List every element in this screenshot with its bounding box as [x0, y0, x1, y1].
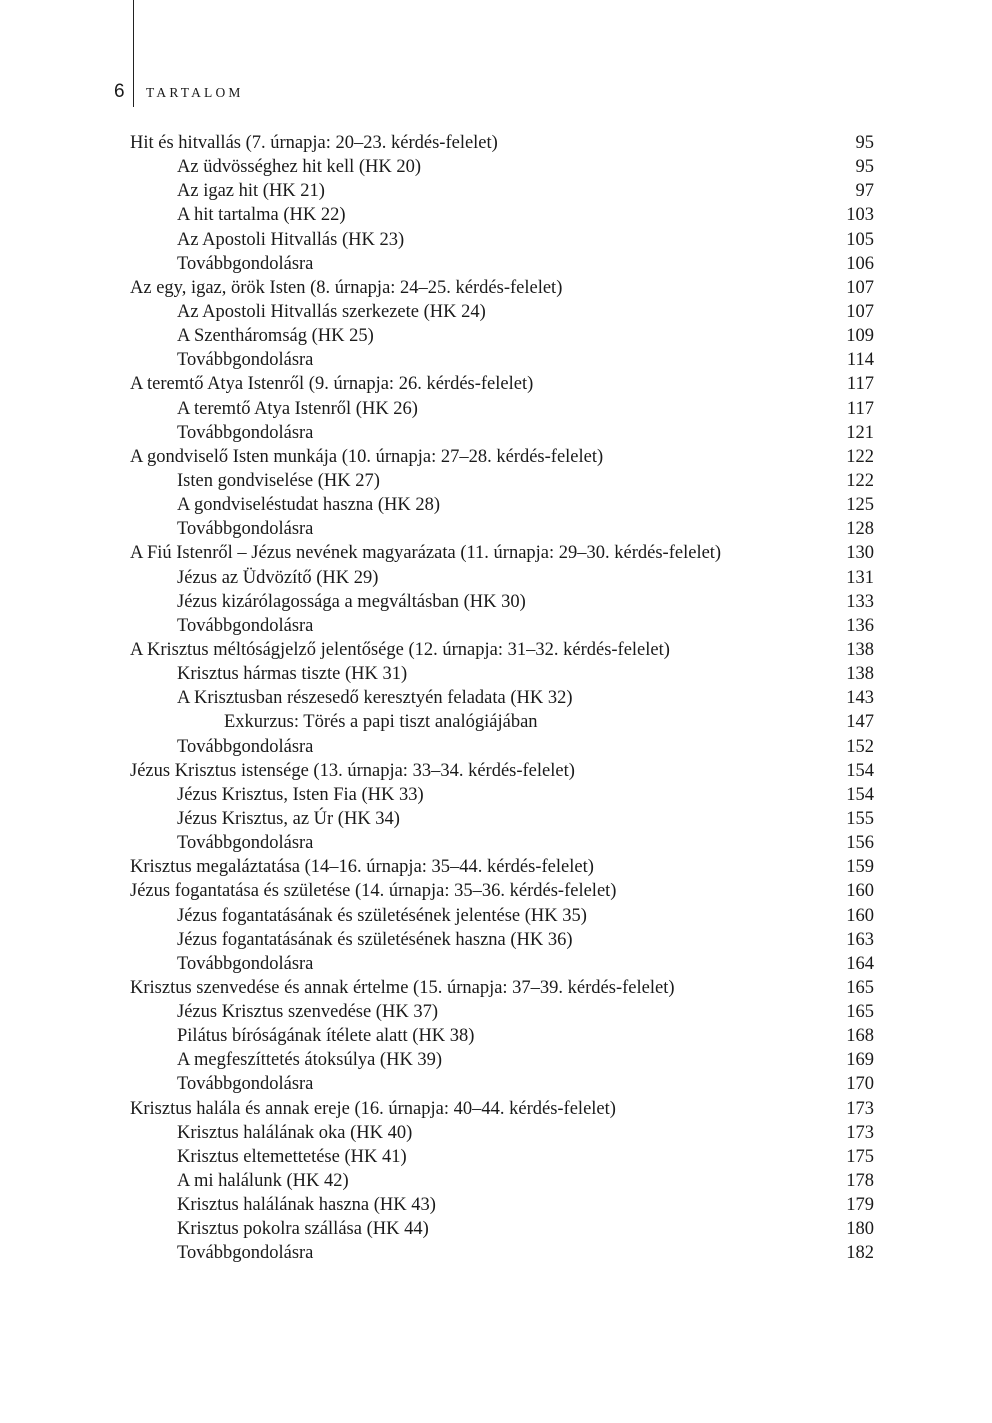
toc-entry-title: A Fiú Istenről – Jézus nevének magyarázata (11. úrnapja: 29–30. kérdés-felelet)	[130, 543, 722, 564]
toc-entry-title: Az egy, igaz, örök Isten (8. úrnapja: 24–25. kérdés-felelet)	[130, 277, 563, 298]
toc-entry-page-number: 180	[846, 1219, 874, 1240]
toc-entry-level-2[interactable]	[130, 1000, 874, 1024]
toc-entry-page-number: 160	[846, 881, 874, 902]
toc-entry-title: Krisztus eltemettetése (HK 41)	[177, 1146, 407, 1167]
toc-entry-page-number: 165	[846, 1002, 874, 1023]
toc-entry-title: Továbbgondolásra	[177, 615, 314, 636]
toc-entry-title: A teremtő Atya Istenről (9. úrnapja: 26. kérdés-felelet)	[130, 374, 534, 395]
toc-entry-page-number: 156	[846, 833, 874, 854]
toc-entry-page-number: 107	[846, 277, 874, 298]
toc-entry-level-2[interactable]	[130, 614, 874, 638]
toc-entry-page-number: 95	[855, 133, 874, 153]
toc-entry-title: Továbbgondolásra	[177, 736, 314, 757]
toc-entry-title: Krisztus szenvedése és annak értelme (15. úrnapja: 37–39. kérdés-felelet)	[130, 977, 675, 998]
toc-entry-page-number: 169	[846, 1050, 874, 1071]
toc-entry-level-2[interactable]	[130, 203, 874, 227]
toc-entry-level-2[interactable]	[130, 566, 874, 590]
toc-entry-level-2[interactable]	[130, 686, 874, 710]
running-title: TARTALOM	[146, 85, 244, 100]
toc-entry-title: Krisztus hármas tiszte (HK 31)	[177, 664, 408, 685]
toc-entry-page-number: 168	[846, 1026, 874, 1047]
toc-entry-level-3[interactable]	[130, 710, 874, 734]
toc-entry-title: Isten gondviselése (HK 27)	[177, 470, 380, 491]
toc-entry-level-2[interactable]	[130, 493, 874, 517]
toc-entry-level-2[interactable]	[130, 324, 874, 348]
toc-entry-page-number: 138	[846, 639, 874, 660]
toc-entry-title: Krisztus halála és annak ereje (16. úrnapja: 40–44. kérdés-felelet)	[130, 1098, 616, 1119]
toc-entry-title: Az Apostoli Hitvallás (HK 23)	[177, 229, 405, 250]
toc-entry-level-2[interactable]	[130, 228, 874, 252]
toc-entry-title: A gondviseléstudat haszna (HK 28)	[177, 495, 441, 516]
toc-entry-page-number: 159	[846, 857, 874, 878]
toc-entry-page-number: 165	[846, 977, 874, 998]
toc-entry-level-1[interactable]	[130, 976, 874, 1000]
toc-entry-level-2[interactable]	[130, 252, 874, 276]
toc-entry-level-2[interactable]	[130, 1048, 874, 1072]
toc-entry-title: Krisztus halálának haszna (HK 43)	[177, 1195, 436, 1216]
toc-entry-level-2[interactable]	[130, 469, 874, 493]
toc-entry-level-2[interactable]	[130, 1193, 874, 1217]
toc-entry-title: Krisztus halálának oka (HK 40)	[177, 1122, 413, 1143]
toc-entry-page-number: 106	[846, 253, 874, 274]
toc-entry-level-2[interactable]	[130, 348, 874, 372]
toc-entry-title: Jézus Krisztus, az Úr (HK 34)	[177, 808, 400, 829]
toc-entry-title: Krisztus megaláztatása (14–16. úrnapja: 35–44. kérdés-felelet)	[130, 857, 594, 878]
toc-entry-title: Továbbgondolásra	[177, 953, 314, 974]
toc-entry-page-number: 125	[846, 495, 874, 516]
toc-entry-level-1[interactable]	[130, 276, 874, 300]
toc-entry-title: Exkurzus: Törés a papi tiszt analógiájában	[224, 712, 538, 733]
toc-entry-title: Jézus fogantatása és születése (14. úrnapja: 35–36. kérdés-felelet)	[130, 881, 617, 902]
toc-entry-title: A gondviselő Isten munkája (10. úrnapja: 27–28. kérdés-felelet)	[130, 446, 604, 467]
toc-entry-page-number: 178	[846, 1171, 874, 1192]
toc-entry-page-number: 173	[846, 1122, 874, 1143]
toc-entry-page-number: 138	[846, 664, 874, 685]
toc-entry-title: A teremtő Atya Istenről (HK 26)	[177, 398, 418, 419]
header-rule	[133, 0, 134, 107]
toc-entry-level-1[interactable]	[130, 372, 874, 396]
page-number: 6	[114, 81, 125, 102]
toc-entry-page-number: 109	[846, 326, 874, 347]
table-of-contents	[130, 131, 874, 1266]
toc-entry-title: Továbbgondolásra	[177, 350, 314, 371]
toc-entry-level-2[interactable]	[130, 155, 874, 179]
toc-entry-level-2[interactable]	[130, 300, 874, 324]
toc-entry-level-2[interactable]	[130, 179, 874, 203]
toc-entry-level-2[interactable]	[130, 831, 874, 855]
toc-entry-title: Jézus Krisztus, Isten Fia (HK 33)	[177, 784, 424, 805]
toc-entry-level-2[interactable]	[130, 928, 874, 952]
toc-entry-page-number: 147	[846, 712, 874, 733]
toc-entry-level-1[interactable]	[130, 638, 874, 662]
toc-entry-title: A megfeszíttetés átoksúlya (HK 39)	[177, 1050, 443, 1071]
toc-entry-page-number: 128	[846, 519, 874, 540]
toc-entry-title: A Krisztusban részesedő keresztyén feladata (HK 32)	[177, 688, 573, 709]
toc-entry-page-number: 175	[846, 1146, 874, 1167]
toc-entry-page-number: 152	[846, 736, 874, 757]
toc-entry-level-1[interactable]	[130, 855, 874, 879]
toc-entry-level-2[interactable]	[130, 1169, 874, 1193]
toc-entry-title: Az üdvösséghez hit kell (HK 20)	[177, 157, 422, 178]
toc-entry-level-2[interactable]	[130, 397, 874, 421]
toc-entry-page-number: 95	[855, 157, 874, 178]
toc-entry-title: A mi halálunk (HK 42)	[177, 1171, 349, 1192]
toc-entry-level-2[interactable]	[130, 807, 874, 831]
toc-entry-page-number: 131	[846, 567, 874, 588]
toc-entry-level-2[interactable]	[130, 904, 874, 928]
toc-entry-title: Továbbgondolásra	[177, 519, 314, 540]
toc-entry-level-2[interactable]	[130, 590, 874, 614]
toc-entry-title: Az Apostoli Hitvallás szerkezete (HK 24)	[177, 301, 486, 322]
toc-entry-level-1[interactable]	[130, 759, 874, 783]
toc-entry-level-2[interactable]	[130, 1024, 874, 1048]
toc-entry-page-number: 136	[846, 615, 874, 636]
toc-entry-level-2[interactable]	[130, 1217, 874, 1241]
toc-entry-level-1[interactable]	[130, 1097, 874, 1121]
toc-entry-level-2[interactable]	[130, 1072, 874, 1096]
toc-entry-title: Hit és hitvallás (7. úrnapja: 20–23. kérdés-felelet)	[130, 133, 498, 153]
toc-entry-title: Jézus fogantatásának és születésének haszna (HK 36)	[177, 929, 573, 950]
toc-entry-page-number: 164	[846, 953, 874, 974]
toc-entry-page-number: 154	[846, 760, 874, 781]
toc-entry-page-number: 122	[846, 470, 874, 491]
toc-entry-title: A Krisztus méltóságjelző jelentősége (12. úrnapja: 31–32. kérdés-felelet)	[130, 639, 670, 660]
toc-entry-title: Továbbgondolásra	[177, 1243, 314, 1264]
toc-entry-page-number: 117	[846, 398, 874, 419]
toc-entry-page-number: 170	[846, 1074, 874, 1095]
toc-entry-page-number: 154	[846, 784, 874, 805]
toc-entry-title: Jézus fogantatásának és születésének jelentése (HK 35)	[177, 905, 587, 926]
toc-entry-page-number: 163	[846, 929, 874, 950]
toc-entry-title: Jézus Krisztus istensége (13. úrnapja: 33–34. kérdés-felelet)	[130, 760, 575, 781]
toc-entry-page-number: 97	[855, 181, 874, 202]
toc-entry-title: A hit tartalma (HK 22)	[177, 205, 346, 226]
toc-entry-title: Jézus kizárólagossága a megváltásban (HK 30)	[177, 591, 526, 612]
toc-entry-title: Továbbgondolásra	[177, 253, 314, 274]
toc-entry-page-number: 122	[846, 446, 874, 467]
toc-entry-page-number: 121	[846, 422, 874, 443]
toc-entry-level-2[interactable]	[130, 735, 874, 759]
toc-entry-level-2[interactable]	[130, 1145, 874, 1169]
toc-entry-level-1[interactable]	[130, 445, 874, 469]
toc-entry-level-1[interactable]	[130, 541, 874, 565]
toc-entry-level-1[interactable]	[130, 879, 874, 903]
toc-entry-title: Krisztus pokolra szállása (HK 44)	[177, 1219, 429, 1240]
toc-entry-level-2[interactable]	[130, 517, 874, 541]
toc-entry-page-number: 107	[846, 301, 874, 322]
toc-entry-title: Továbbgondolásra	[177, 422, 314, 443]
toc-entry-title: Jézus Krisztus szenvedése (HK 37)	[177, 1002, 438, 1023]
toc-entry-page-number: 155	[846, 808, 874, 829]
toc-entry-page-number: 143	[846, 688, 874, 709]
toc-entry-page-number: 179	[846, 1195, 874, 1216]
toc-entry-page-number: 105	[846, 229, 874, 250]
toc-entry-title: A Szentháromság (HK 25)	[177, 326, 374, 347]
toc-entry-page-number: 133	[846, 591, 874, 612]
toc-entry-page-number: 160	[846, 905, 874, 926]
toc-entry-page-number: 130	[846, 543, 874, 564]
toc-entry-page-number: 103	[846, 205, 874, 226]
toc-entry-level-2[interactable]	[130, 662, 874, 686]
toc-entry-page-number: 117	[846, 374, 874, 395]
toc-entry-title: Jézus az Üdvözítő (HK 29)	[177, 567, 379, 588]
toc-entry-level-2[interactable]	[130, 783, 874, 807]
toc-entry-level-1[interactable]	[130, 131, 874, 155]
toc-entry-page-number: 114	[846, 350, 874, 371]
toc-entry-level-2[interactable]	[130, 1241, 874, 1265]
toc-entry-page-number: 173	[846, 1098, 874, 1119]
toc-entry-title: Az igaz hit (HK 21)	[177, 181, 325, 202]
toc-entry-title: Továbbgondolásra	[177, 1074, 314, 1095]
toc-entry-level-2[interactable]	[130, 952, 874, 976]
toc-entry-level-2[interactable]	[130, 1121, 874, 1145]
toc-entry-title: Pilátus bíróságának ítélete alatt (HK 38)	[177, 1026, 475, 1047]
toc-entry-title: Továbbgondolásra	[177, 833, 314, 854]
toc-entry-level-2[interactable]	[130, 421, 874, 445]
toc-entry-page-number: 182	[846, 1243, 874, 1264]
